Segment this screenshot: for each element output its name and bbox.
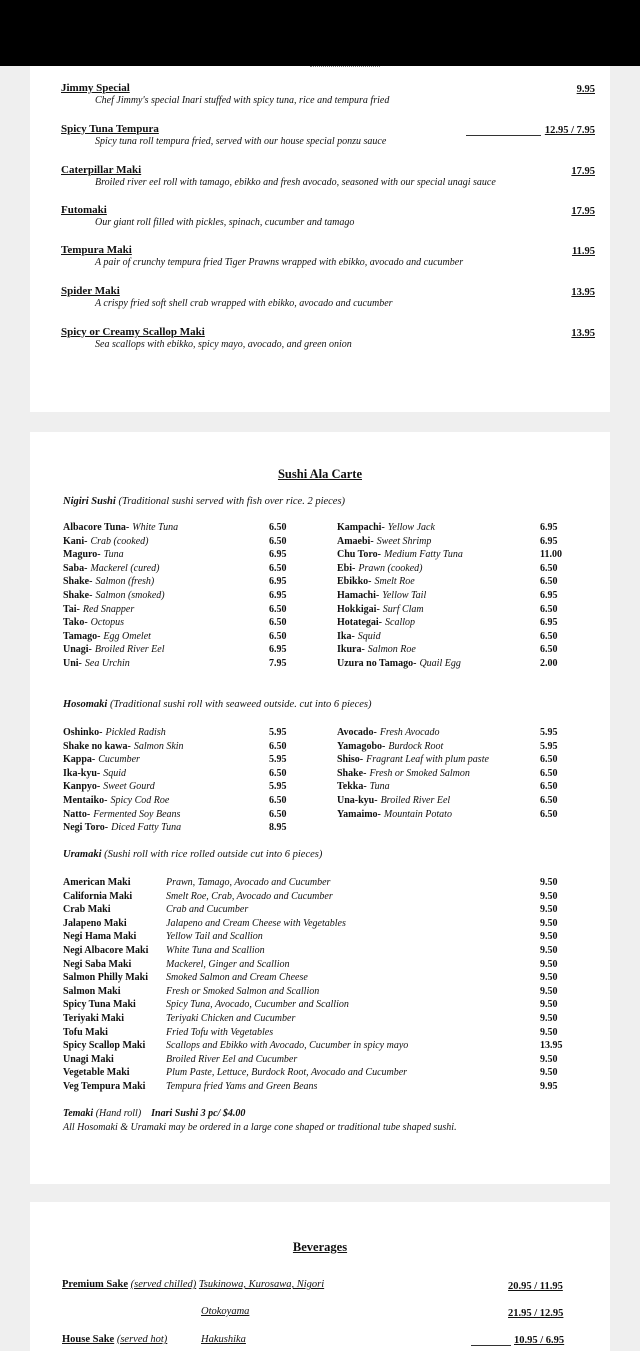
menu-row <box>337 589 562 603</box>
menu-row <box>63 985 563 999</box>
menu-row <box>63 958 563 972</box>
menu-row <box>63 930 563 944</box>
row-name: Shake- <box>63 576 93 588</box>
menu-row <box>337 630 562 644</box>
item-description: Our giant roll filled with pickles, spinach, cucumber and tamago <box>95 217 355 228</box>
row-price: 6.95 <box>540 589 558 601</box>
menu-row <box>63 740 293 754</box>
row-name: Ika-kyu- <box>63 767 101 779</box>
row-price: 6.50 <box>269 535 287 547</box>
row-price: 6.95 <box>269 549 287 561</box>
menu-item <box>61 82 595 106</box>
row-name: Saba- <box>63 562 88 574</box>
subhead-title: Uramaki <box>63 849 102 860</box>
row-price: 6.50 <box>269 794 287 806</box>
hosomaki-list-left <box>63 726 293 835</box>
row-description: Squid <box>103 767 127 779</box>
row-price: 9.95 <box>540 1080 558 1092</box>
row-name: Tofu Maki <box>63 1026 108 1038</box>
row-description: Salmon (fresh) <box>95 576 155 588</box>
otokoyama-label: Otokoyama <box>201 1306 250 1317</box>
row-description: Broiled River Eel <box>94 644 165 656</box>
row-name: Avocado- <box>337 727 377 738</box>
temaki-title: Temaki <box>63 1108 94 1119</box>
row-description: White Tuna and Scallion <box>166 944 265 956</box>
row-description: Squid <box>357 630 381 642</box>
row-description: Teriyaki Chicken and Cucumber <box>166 1012 296 1024</box>
row-price: 6.95 <box>269 576 287 588</box>
menu-row <box>63 1039 563 1053</box>
row-price: 6.50 <box>269 740 287 752</box>
row-description: Scallops and Ebikko with Avocado, Cucumber in spicy mayo <box>166 1040 409 1052</box>
uramaki-list <box>63 876 563 1094</box>
row-price: 9.50 <box>540 1012 558 1024</box>
price-leader-line <box>466 135 541 136</box>
menu-row <box>63 548 293 562</box>
menu-page-ala-carte <box>30 432 610 1184</box>
row-description: Mackerel (cured) <box>90 562 160 574</box>
row-price: 5.95 <box>269 754 287 766</box>
menu-row <box>63 616 293 630</box>
row-price: 6.50 <box>540 781 558 793</box>
row-name: Negi Albacore Maki <box>63 944 149 956</box>
item-price: 17.95 <box>571 206 595 217</box>
row-description: Salmon Skin <box>133 740 184 752</box>
row-name: Kani- <box>63 535 88 547</box>
menu-row <box>337 794 562 808</box>
subhead-title: Nigiri Sushi <box>63 496 116 507</box>
row-description: Fermented Soy Beans <box>93 808 181 820</box>
menu-item <box>61 204 595 228</box>
row-name: Shake no kawa- <box>63 740 131 752</box>
menu-item <box>61 326 595 350</box>
row-name: Ebikko- <box>337 576 372 588</box>
item-price: 9.95 <box>576 84 595 95</box>
row-price: 5.95 <box>540 740 558 752</box>
row-price: 6.95 <box>540 535 558 547</box>
menu-row <box>63 971 563 985</box>
row-description: Tempura fried Yams and Green Beans <box>166 1080 318 1092</box>
house-sake-label: House Sake <box>62 1334 115 1345</box>
row-description: Mountain Potato <box>383 808 452 820</box>
row-description: Sea Urchin <box>84 657 130 669</box>
row-price: 13.95 <box>540 1040 563 1052</box>
item-price: 11.95 <box>571 246 595 257</box>
menu-row <box>337 548 562 562</box>
menu-row <box>63 917 563 931</box>
row-name: Mentaiko- <box>63 794 108 806</box>
row-price: 5.95 <box>540 727 558 738</box>
row-description: Jalapeno and Cream Cheese with Vegetables <box>166 917 346 929</box>
menu-row <box>63 808 293 822</box>
row-description: Fragrant Leaf with plum paste <box>366 754 489 766</box>
menu-row <box>63 890 563 904</box>
item-name: Tempura Maki <box>61 244 132 256</box>
row-description: Fresh or Smoked Salmon <box>369 767 470 779</box>
row-description: Diced Fatty Tuna <box>111 822 182 834</box>
menu-row <box>63 944 563 958</box>
house-sake-line <box>62 1334 167 1345</box>
row-name: Shiso- <box>337 754 364 766</box>
row-price: 6.50 <box>269 630 287 642</box>
row-description: Octopus <box>90 617 124 629</box>
row-description: Broiled River Eel and Cucumber <box>166 1053 298 1065</box>
row-name: Tamago- <box>63 630 101 642</box>
menu-row <box>63 767 293 781</box>
row-name: Negi Hama Maki <box>63 931 137 943</box>
menu-row <box>63 657 293 671</box>
row-description: Smelt Roe, Crab, Avocado and Cucumber <box>166 890 333 902</box>
row-description: Medium Fatty Tuna <box>384 549 463 561</box>
row-description: Fresh or Smoked Salmon and Scallion <box>166 985 320 997</box>
menu-row <box>337 562 562 576</box>
row-name: Unagi Maki <box>63 1053 114 1065</box>
row-price: 6.50 <box>540 808 558 820</box>
menu-row <box>337 535 562 549</box>
row-description: Prawn, Tamago, Avocado and Cucumber <box>166 877 331 888</box>
item-name: Spicy or Creamy Scallop Maki <box>61 326 205 338</box>
menu-row <box>337 780 562 794</box>
row-description: Spicy Tuna, Avocado, Cucumber and Scallion <box>166 999 349 1011</box>
row-description: Crab (cooked) <box>90 535 149 547</box>
row-name: Negi Saba Maki <box>63 958 132 970</box>
menu-row <box>337 753 562 767</box>
inari-line: Inari Sushi 3 pc/ $4.00 <box>151 1108 246 1119</box>
row-name: Albacore Tuna- <box>63 522 130 533</box>
item-description: A pair of crunchy tempura fried Tiger Prawns wrapped with ebikko, avocado and cucumber <box>95 257 464 268</box>
menu-row <box>63 780 293 794</box>
row-name: Hamachi- <box>337 589 380 601</box>
premium-sake-line <box>62 1279 324 1290</box>
row-name: Kappa- <box>63 754 96 766</box>
row-name: Tai- <box>63 603 80 615</box>
row-price: 9.50 <box>540 972 558 984</box>
row-description: Scallop <box>385 617 415 629</box>
otokoyama-price: 21.95 / 12.95 <box>508 1308 564 1319</box>
menu-page-specials <box>30 66 610 412</box>
item-name: Spider Maki <box>61 285 120 297</box>
row-name: Kanpyo- <box>63 781 101 793</box>
row-description: Burdock Root <box>388 740 444 752</box>
item-price: 17.95 <box>571 166 595 177</box>
subhead-note: (Traditional sushi served with fish over rice. 2 pieces) <box>118 496 346 507</box>
row-name: Maguro- <box>63 549 101 561</box>
row-description: Spicy Cod Roe <box>110 794 170 806</box>
row-name: Amaebi- <box>337 535 374 547</box>
row-price: 6.50 <box>540 794 558 806</box>
menu-row <box>63 575 293 589</box>
row-description: Quail Egg <box>419 657 461 669</box>
row-price: 9.50 <box>540 931 558 943</box>
menu-row <box>63 1053 563 1067</box>
row-description: Yellow Tail <box>382 589 427 601</box>
row-price: 9.50 <box>540 985 558 997</box>
row-name: Una-kyu- <box>337 794 378 806</box>
row-description: Smelt Roe <box>374 576 415 588</box>
menu-row <box>337 808 562 822</box>
section-title: Beverages <box>292 1240 348 1254</box>
row-description: Cucumber <box>98 754 140 766</box>
house-sake-note: (served hot) <box>116 1334 168 1345</box>
row-price: 8.95 <box>269 822 287 834</box>
row-price: 6.50 <box>269 562 287 574</box>
menu-row <box>63 903 563 917</box>
row-name: Yamaimo- <box>337 808 381 820</box>
menu-row <box>337 575 562 589</box>
hosomaki-heading <box>63 699 371 710</box>
item-description: Sea scallops with ebikko, spicy mayo, avocado, and green onion <box>95 339 352 350</box>
menu-row <box>63 753 293 767</box>
row-price: 6.50 <box>269 808 287 820</box>
row-price: 6.50 <box>540 576 558 588</box>
section-title: Sushi Ala Carte <box>277 467 363 481</box>
nigiri-heading <box>63 496 345 507</box>
menu-row <box>63 1012 563 1026</box>
subhead-note: (Traditional sushi roll with seaweed outside. cut into 6 pieces) <box>109 699 372 710</box>
row-price: 6.95 <box>540 522 558 533</box>
row-price: 6.50 <box>269 767 287 779</box>
row-name: Shake- <box>63 589 93 601</box>
row-name: Veg Tempura Maki <box>63 1080 146 1092</box>
row-name: Tekka- <box>337 781 367 793</box>
row-name: Teriyaki Maki <box>63 1012 125 1024</box>
row-name: Yamagobo- <box>337 740 386 752</box>
menu-row <box>63 1080 563 1094</box>
row-description: Sweet Gourd <box>103 781 155 793</box>
subhead-title: Hosomaki <box>63 699 108 710</box>
row-price: 6.50 <box>540 754 558 766</box>
temaki-line <box>63 1108 245 1119</box>
row-price: 6.95 <box>269 644 287 656</box>
menu-row <box>63 521 293 535</box>
row-price: 9.50 <box>540 944 558 956</box>
row-price: 6.50 <box>540 603 558 615</box>
premium-sake-price: 20.95 / 11.95 <box>508 1281 563 1292</box>
item-name: Caterpillar Maki <box>61 164 142 176</box>
house-sake-price: 10.95 / 6.95 <box>514 1335 565 1346</box>
row-name: Kampachi- <box>337 522 385 533</box>
row-description: Plum Paste, Lettuce, Burdock Root, Avocado and Cucumber <box>166 1067 408 1079</box>
row-price: 9.50 <box>540 904 558 916</box>
menu-row <box>337 657 562 671</box>
row-description: White Tuna <box>132 522 179 533</box>
row-price: 6.50 <box>269 603 287 615</box>
item-description: Spicy tuna roll tempura fried, served with our house special ponzu sauce <box>95 136 387 147</box>
row-description: Surf Clam <box>382 603 424 615</box>
row-price: 5.95 <box>269 781 287 793</box>
row-price: 9.50 <box>540 958 558 970</box>
premium-sake-label: Premium Sake <box>62 1279 129 1290</box>
row-price: 9.50 <box>540 1067 558 1079</box>
row-description: Prawn (cooked) <box>358 562 423 574</box>
row-name: Chu Toro- <box>337 549 382 561</box>
menu-item <box>61 244 595 268</box>
row-price: 6.50 <box>269 522 287 533</box>
row-description: Salmon (smoked) <box>95 589 165 601</box>
menu-row <box>63 603 293 617</box>
item-description: Chef Jimmy's special Inari stuffed with spicy tuna, rice and tempura fried <box>95 95 390 106</box>
menu-row <box>63 1026 563 1040</box>
row-price: 9.50 <box>540 890 558 902</box>
row-price: 5.95 <box>269 727 287 738</box>
row-price: 9.50 <box>540 877 558 888</box>
page-edge-text <box>310 66 380 70</box>
row-name: American Maki <box>63 877 131 888</box>
nigiri-list-right <box>337 521 562 671</box>
row-description: Egg Omelet <box>103 630 151 642</box>
item-description: Broiled river eel roll with tamago, ebikko and fresh avocado, seasoned with our special unagi sauce <box>95 177 496 188</box>
menu-row <box>337 616 562 630</box>
menu-row <box>63 726 293 740</box>
row-price: 9.50 <box>540 917 558 929</box>
menu-row <box>337 740 562 754</box>
row-description: Broiled River Eel <box>380 794 451 806</box>
nigiri-list-left <box>63 521 293 671</box>
menu-item <box>61 285 595 309</box>
row-description: Red Snapper <box>82 603 135 615</box>
menu-row <box>337 767 562 781</box>
premium-sake-note: (served chilled) <box>130 1279 197 1290</box>
menu-row <box>63 562 293 576</box>
temaki-note: (Hand roll) <box>95 1108 142 1119</box>
hosomaki-list-right <box>337 726 562 821</box>
row-description: Tuna <box>103 549 124 561</box>
row-name: Salmon Maki <box>63 985 121 997</box>
menu-row <box>337 521 562 535</box>
row-name: Unagi- <box>63 644 92 656</box>
row-description: Tuna <box>369 781 390 793</box>
row-description: Mackerel, Ginger and Scallion <box>166 958 290 970</box>
row-description: Salmon Roe <box>367 644 416 656</box>
row-description: Yellow Tail and Scallion <box>166 931 263 943</box>
price-leader-line <box>471 1335 511 1346</box>
menu-row <box>63 794 293 808</box>
menu-page-beverages <box>30 1202 610 1351</box>
status-bar <box>0 0 640 66</box>
menu-row <box>63 589 293 603</box>
row-price: 6.95 <box>269 589 287 601</box>
item-name: Futomaki <box>61 204 107 216</box>
row-price: 6.50 <box>540 630 558 642</box>
row-name: California Maki <box>63 890 133 902</box>
row-description: Yellow Jack <box>387 522 435 533</box>
row-name: Hokkigai- <box>337 603 380 615</box>
row-price: 6.95 <box>540 617 558 629</box>
row-name: Salmon Philly Maki <box>63 972 149 984</box>
item-name: Spicy Tuna Tempura <box>61 123 159 135</box>
row-description: Fresh Avocado <box>379 727 440 738</box>
row-price: 2.00 <box>540 657 558 669</box>
row-name: Shake- <box>337 767 367 779</box>
menu-row <box>63 876 563 890</box>
subhead-note: (Sushi roll with rice rolled outside cut into 6 pieces) <box>104 849 323 860</box>
menu-item <box>61 123 595 147</box>
row-name: Negi Toro- <box>63 822 109 834</box>
house-sake-brand: Hakushika <box>201 1334 246 1345</box>
row-name: Ikura- <box>337 644 365 656</box>
uramaki-heading <box>63 849 322 860</box>
row-price: 6.50 <box>540 562 558 574</box>
menu-row <box>337 726 562 740</box>
row-name: Ika- <box>337 630 355 642</box>
item-price: 13.95 <box>571 287 595 298</box>
row-description: Smoked Salmon and Cream Cheese <box>166 972 308 984</box>
row-name: Uzura no Tamago- <box>337 657 417 669</box>
row-description: Pickled Radish <box>105 727 166 738</box>
row-name: Tako- <box>63 617 88 629</box>
row-name: Spicy Tuna Maki <box>63 999 136 1011</box>
row-description: Crab and Cucumber <box>166 904 249 916</box>
menu-row <box>63 630 293 644</box>
row-price: 6.50 <box>540 767 558 779</box>
row-name: Jalapeno Maki <box>63 917 127 929</box>
menu-row <box>337 603 562 617</box>
row-price: 9.50 <box>540 999 558 1011</box>
row-name: Uni- <box>63 657 82 669</box>
item-price: 13.95 <box>571 328 595 339</box>
row-price: 9.50 <box>540 1053 558 1065</box>
row-name: Crab Maki <box>63 904 111 916</box>
row-name: Oshinko- <box>63 727 103 738</box>
order-footnote: All Hosomaki & Uramaki may be ordered in a large cone shaped or traditional tube shaped sushi. <box>63 1122 457 1133</box>
menu-row <box>63 1066 563 1080</box>
row-name: Vegetable Maki <box>63 1067 130 1079</box>
row-name: Natto- <box>63 808 91 820</box>
menu-item <box>61 164 595 188</box>
row-name: Hotategai- <box>337 617 382 629</box>
row-name: Ebi- <box>337 562 356 574</box>
menu-row <box>337 643 562 657</box>
item-description: A crispy fried soft shell crab wrapped with ebikko, avocado and cucumber <box>95 298 393 309</box>
row-description: Fried Tofu with Vegetables <box>166 1026 274 1038</box>
row-price: 6.50 <box>540 644 558 656</box>
row-description: Sweet Shrimp <box>376 535 432 547</box>
menu-row <box>63 643 293 657</box>
row-name: Spicy Scallop Maki <box>63 1040 146 1052</box>
row-price: 6.50 <box>269 617 287 629</box>
menu-row <box>63 998 563 1012</box>
item-price: 12.95 / 7.95 <box>544 125 595 136</box>
row-price: 9.50 <box>540 1026 558 1038</box>
row-price: 11.00 <box>540 549 562 561</box>
premium-sake-brands: Tsukinowa, Kurosawa, Nigori <box>198 1279 325 1290</box>
menu-row <box>63 535 293 549</box>
row-price: 7.95 <box>269 657 287 669</box>
menu-row <box>63 821 293 835</box>
item-name: Jimmy Special <box>61 82 130 94</box>
